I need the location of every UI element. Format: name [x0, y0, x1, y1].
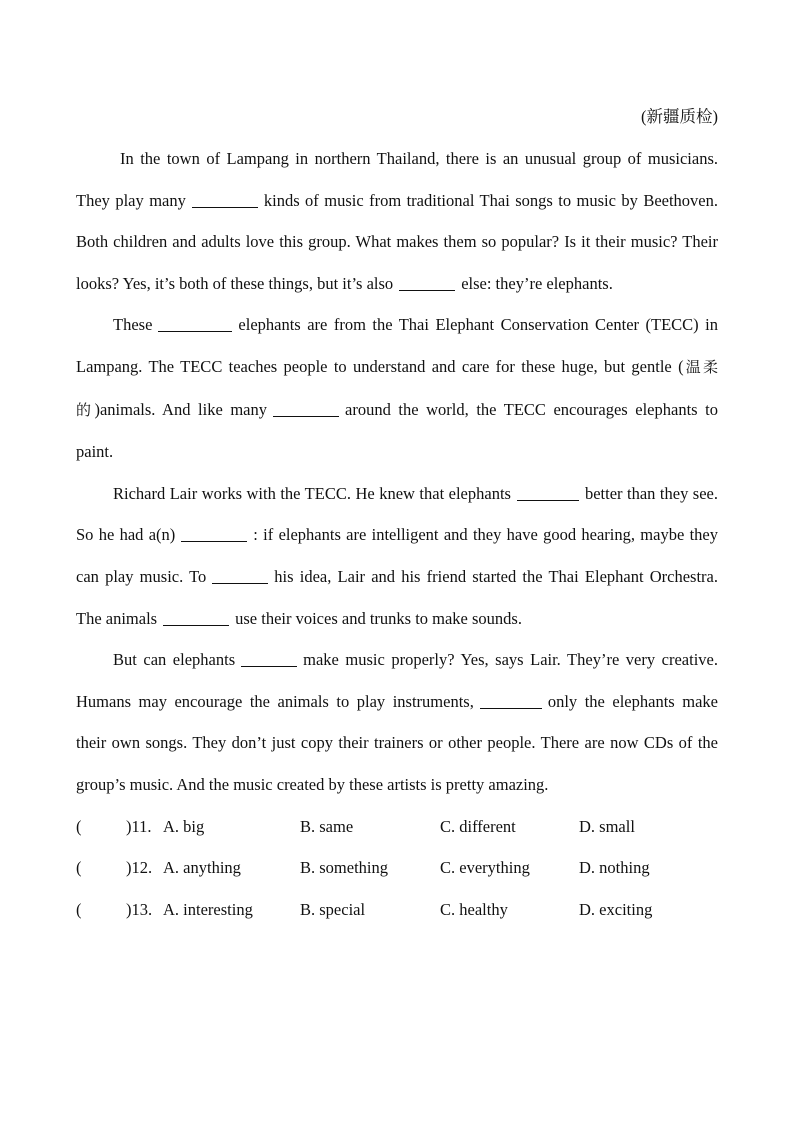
paragraph-text: : if elephants are intelligent and they have good hearing, maybe they can play music. To [76, 525, 718, 586]
answer-blank [181, 525, 247, 543]
answer-blank [192, 190, 258, 208]
paragraph-text: around the world, the TECC encourages elephants to paint. [76, 399, 718, 462]
paragraph-text: use their voices and trunks to make sounds. [235, 608, 522, 628]
option-a: A. anything [163, 858, 241, 878]
answer-paren: ( [76, 899, 82, 919]
paragraph-text: his idea, Lair and his friend started the Thai Elephant Orchestra. The animals [76, 566, 718, 628]
option-a: A. interesting [163, 899, 253, 919]
paragraph-text: elephants are from the Thai Elephant Conservation Center (TECC) in Lampang. The TECC teaches people to understand and care for these huge, but gentle ( [76, 315, 718, 376]
paragraph-text: kinds of music from traditional Thai songs to music by Beethoven. Both children and adults love this group. What makes them so popular? Is it their music? Their looks? Yes, it’s both of these things, but it’s also [76, 190, 719, 293]
option-a: A. big [163, 816, 205, 836]
source-label: (新疆质检) [641, 107, 718, 126]
paragraph-text: In the town of Lampang in northern Thailand, there is an unusual group of musicians. They play many [76, 149, 718, 210]
option-d: D. nothing [579, 858, 650, 878]
paragraph-text: else: they’re elephants. [461, 273, 613, 293]
paragraph-text: These [113, 315, 153, 335]
paragraph-text: But can elephants [113, 650, 236, 670]
answer-blank [241, 650, 297, 668]
paragraph-text: make music properly? Yes, says Lair. They’re very creative. Humans may encourage the animals to play instruments, [76, 650, 718, 711]
paragraph-3 [76, 473, 718, 639]
paragraph-4 [76, 639, 718, 805]
question-number: )13. [126, 899, 153, 919]
option-c: C. different [440, 816, 516, 836]
answer-blank [273, 399, 339, 417]
option-d: D. small [579, 816, 635, 836]
question-list [76, 806, 718, 931]
option-c: C. healthy [440, 899, 508, 919]
option-b: B. something [300, 858, 389, 878]
question-row [76, 806, 718, 848]
answer-blank [212, 566, 268, 584]
answer-paren: ( [76, 816, 82, 836]
answer-paren: ( [76, 858, 82, 878]
option-b: B. special [300, 899, 366, 919]
answer-blank [399, 273, 455, 291]
question-row [76, 847, 718, 889]
answer-blank [163, 608, 229, 626]
paragraph-2 [76, 304, 718, 472]
answer-blank [480, 691, 542, 709]
option-b: B. same [300, 816, 354, 836]
answer-blank [158, 315, 232, 333]
paragraph-text: only the elephants make their own songs. They don’t just copy their trainers or other people. There are now CDs of the group’s music. And the music created by these artists is pretty amazing. [76, 691, 718, 794]
answer-blank [517, 483, 579, 501]
chinese-gloss: 温柔的 [76, 357, 718, 419]
option-d: D. exciting [579, 899, 653, 919]
paragraph-text: Richard Lair works with the TECC. He knew that elephants [113, 483, 511, 503]
question-number: )12. [126, 858, 153, 878]
question-row [76, 889, 718, 931]
paragraph-1 [76, 138, 718, 304]
option-c: C. everything [440, 858, 530, 878]
paragraph-text: better than they see. So he had a(n) [76, 483, 719, 545]
document-page [76, 100, 718, 930]
question-number: )11. [126, 816, 152, 836]
paragraph-text: )animals. And like many [94, 399, 268, 419]
